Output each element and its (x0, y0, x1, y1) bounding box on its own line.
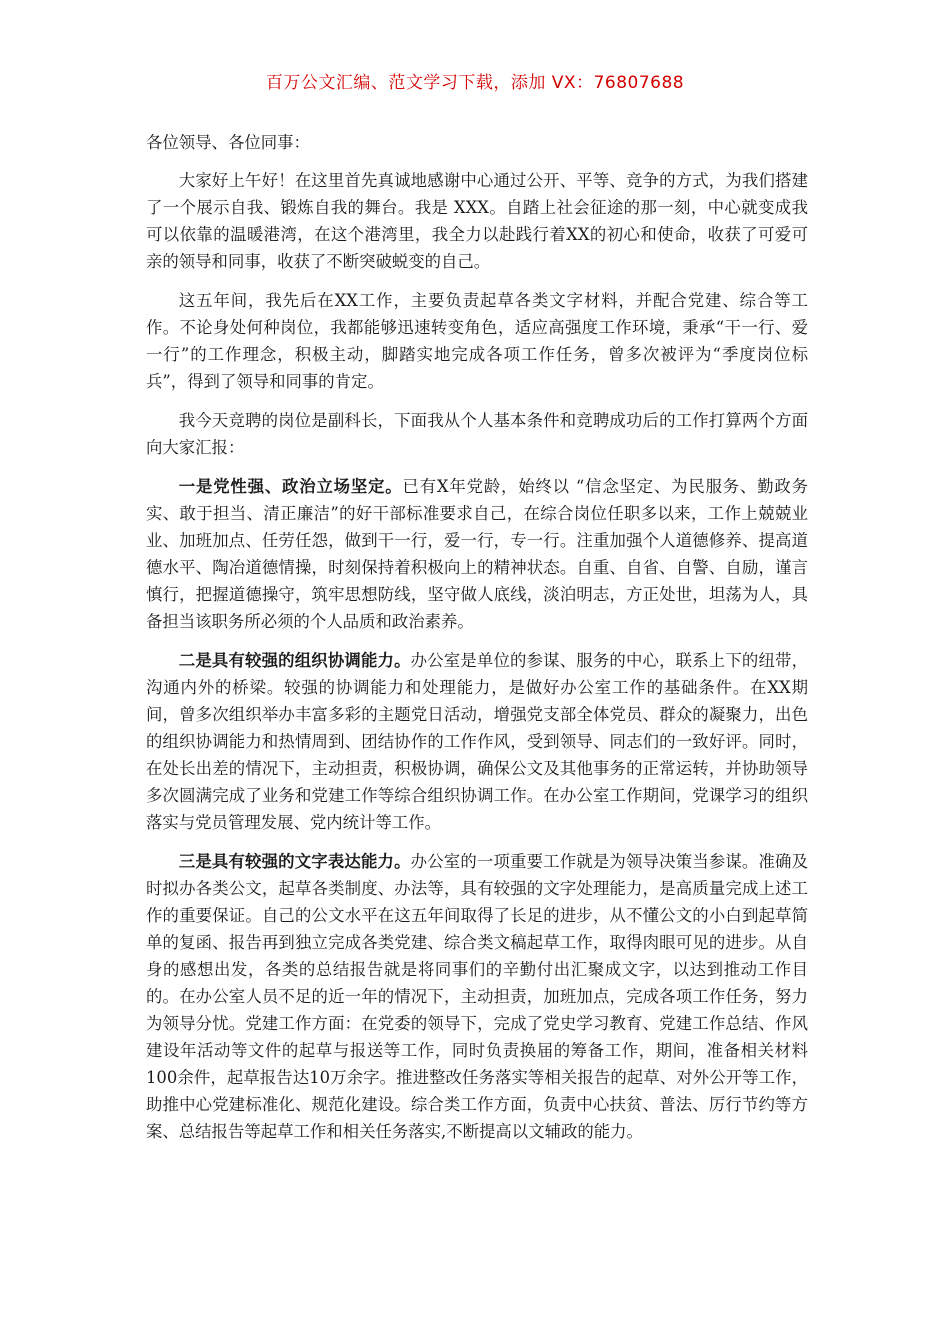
paragraph-point-one (146, 473, 808, 635)
paragraph-text: 办公室是单位的参谋、服务的中心，联系上下的纽带，沟通内外的桥梁。较强的协调能力和处理能力，是做好办公室工作的基础条件。在XX期间，曾多次组织举办丰富多彩的主题党日活动，增强党支部全体党员、群众的凝聚力，出色的组织协调能力和热情周到、团结协作的工作作风，受到领导、同志们的一致好评。同时，在处长出差的情况下，主动担责，积极协调，确保公文及其他事务的正常运转，并协助领导多次圆满完成了业务和党建工作等综合组织协调工作。在办公室工作期间，党课学习的组织落实与党员管理发展、党内统计等工作。 (146, 651, 808, 832)
paragraph-point-two (146, 647, 808, 836)
document-body (146, 129, 808, 1157)
paragraph-text: 我今天竞聘的岗位是副科长，下面我从个人基本条件和竞聘成功后的工作打算两个方面向大家汇报： (146, 411, 808, 457)
paragraph-greeting (146, 167, 808, 275)
salutation: 各位领导、各位同事： (146, 133, 310, 152)
paragraph-text: 已有X年党龄，始终以 “信念坚定、为民服务、勤政务实、敢于担当、清正廉洁”的好干部标准要求自己，在综合岗位任职多以来，工作上兢兢业业、加班加点、任劳任怨，做到干一行，爱一行，专一行。注重加强个人道德修养、提高道德水平、陶冶道德情操，时刻保持着积极向上的精神状态。自重、自省、自警、自励，谨言慎行，把握道德操守，筑牢思想防线，坚守做人底线，淡泊明志，方正处世，坦荡为人，具备担当该职务所必须的个人品质和政治素养。 (146, 477, 808, 631)
paragraph-text: 大家好上午好！在这里首先真诚地感谢中心通过公开、平等、竞争的方式，为我们搭建了一个展示自我、锻炼自我的舞台。我是 XXX。自踏上社会征途的那一刻，中心就变成我可以依靠的温暖港湾，在这个港湾里，我全力以赴践行着XX的初心和使命，收获了可爱可亲的领导和同事，收获了不断突破蜕变的自己。 (146, 171, 808, 271)
paragraph-lead: 三是具有较强的文字表达能力。 (178, 852, 411, 871)
paragraph-text: 办公室的一项重要工作就是为领导决策当参谋。准确及时拟办各类公文，起草各类制度、办法等，具有较强的文字处理能力，是高质量完成上述工作的重要保证。自己的公文水平在这五年间取得了长足的进步，从不懂公文的小白到起草简单的复函、报告再到独立完成各类党建、综合类文稿起草工作，取得肉眼可见的进步。从自身的感想出发，各类的总结报告就是将同事们的辛勤付出汇聚成文字，以达到推动工作目的。在办公室人员不足的近一年的情况下，主动担责，加班加点，完成各项工作任务，努力为领导分忧。党建工作方面：在党委的领导下，完成了党史学习教育、党建工作总结、作风建设年活动等文件的起草与报送等工作，同时负责换届的筹备工作，期间，准备相关材料100余件，起草报告达10万余字。推进整改任务落实等相关报告的起草、对外公开等工作，助推中心党建标准化、规范化建设。综合类工作方面，负责中心扶贫、普法、厉行节约等方案、总结报告等起草工作和相关任务落实,不断提高以文辅政的能力。 (146, 852, 808, 1141)
paragraph-lead: 二是具有较强的组织协调能力。 (178, 651, 411, 670)
paragraph-text: 这五年间，我先后在XX工作，主要负责起草各类文字材料，并配合党建、综合等工作。不论身处何种岗位，我都能够迅速转变角色，适应高强度工作环境，秉承“干一行、爱一行”的工作理念，积极主动，脚踏实地完成各项工作任务，曾多次被评为“季度岗位标兵”，得到了领导和同事的肯定。 (146, 291, 808, 391)
header-banner: 百万公文汇编、范文学习下载，添加 VX：76807688 (265, 73, 685, 93)
paragraph-position (146, 407, 808, 461)
paragraph-experience (146, 287, 808, 395)
paragraph-point-three (146, 848, 808, 1145)
paragraph-lead: 一是党性强、政治立场坚定。 (178, 477, 403, 496)
